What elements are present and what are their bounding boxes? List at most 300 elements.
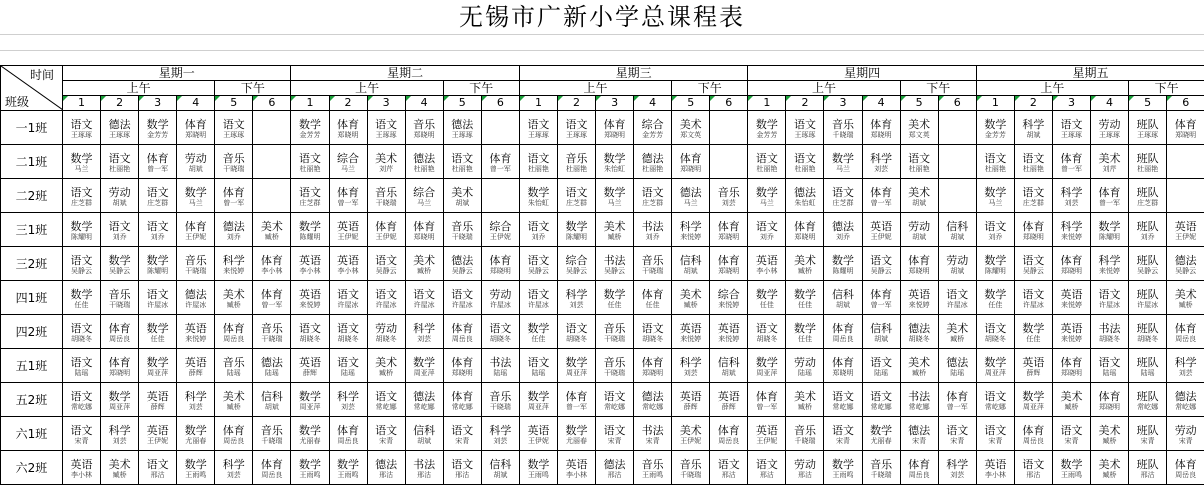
schedule-cell[interactable] — [557, 349, 595, 383]
schedule-cell[interactable] — [1091, 281, 1129, 315]
schedule-cell[interactable] — [443, 213, 481, 247]
schedule-cell[interactable] — [634, 247, 672, 281]
schedule-cell[interactable] — [1091, 451, 1129, 485]
schedule-cell[interactable] — [1052, 281, 1090, 315]
schedule-cell[interactable] — [367, 417, 405, 451]
schedule-cell[interactable] — [405, 179, 443, 213]
schedule-cell[interactable] — [786, 179, 824, 213]
schedule-cell[interactable] — [1052, 213, 1090, 247]
schedule-cell[interactable] — [405, 417, 443, 451]
schedule-cell[interactable] — [596, 281, 634, 315]
schedule-cell[interactable] — [938, 383, 976, 417]
schedule-cell[interactable] — [710, 111, 748, 145]
schedule-cell[interactable] — [1091, 383, 1129, 417]
schedule-cell[interactable] — [862, 383, 900, 417]
schedule-cell[interactable] — [672, 417, 710, 451]
schedule-cell[interactable] — [1091, 349, 1129, 383]
schedule-cell[interactable] — [596, 315, 634, 349]
schedule-cell[interactable] — [1167, 145, 1204, 179]
schedule-cell[interactable] — [177, 145, 215, 179]
schedule-cell[interactable] — [634, 281, 672, 315]
schedule-cell[interactable] — [672, 247, 710, 281]
schedule-cell[interactable] — [1167, 247, 1204, 281]
schedule-cell[interactable] — [519, 315, 557, 349]
schedule-cell[interactable] — [938, 111, 976, 145]
schedule-cell[interactable] — [1129, 281, 1167, 315]
schedule-cell[interactable] — [862, 451, 900, 485]
schedule-cell[interactable] — [519, 213, 557, 247]
schedule-cell[interactable] — [329, 111, 367, 145]
schedule-cell[interactable] — [291, 315, 329, 349]
schedule-cell[interactable] — [291, 145, 329, 179]
schedule-cell[interactable] — [1014, 145, 1052, 179]
schedule-cell[interactable] — [557, 417, 595, 451]
schedule-cell[interactable] — [329, 281, 367, 315]
schedule-cell[interactable] — [748, 349, 786, 383]
schedule-cell[interactable] — [557, 213, 595, 247]
schedule-cell[interactable] — [443, 315, 481, 349]
schedule-cell[interactable] — [976, 111, 1014, 145]
schedule-cell[interactable] — [405, 247, 443, 281]
schedule-cell[interactable] — [748, 417, 786, 451]
schedule-cell[interactable] — [443, 281, 481, 315]
schedule-cell[interactable] — [1052, 383, 1090, 417]
schedule-cell[interactable] — [291, 349, 329, 383]
schedule-cell[interactable] — [862, 179, 900, 213]
schedule-cell[interactable] — [557, 145, 595, 179]
schedule-cell[interactable] — [634, 111, 672, 145]
schedule-cell[interactable] — [824, 179, 862, 213]
schedule-cell[interactable] — [101, 145, 139, 179]
schedule-cell[interactable] — [215, 383, 253, 417]
schedule-cell[interactable] — [443, 383, 481, 417]
schedule-cell[interactable] — [63, 451, 101, 485]
schedule-cell[interactable] — [596, 247, 634, 281]
schedule-cell[interactable] — [481, 451, 519, 485]
schedule-cell[interactable] — [938, 349, 976, 383]
schedule-cell[interactable] — [101, 451, 139, 485]
schedule-cell[interactable] — [101, 281, 139, 315]
schedule-cell[interactable] — [862, 111, 900, 145]
schedule-cell[interactable] — [215, 145, 253, 179]
schedule-cell[interactable] — [481, 247, 519, 281]
schedule-cell[interactable] — [139, 281, 177, 315]
schedule-cell[interactable] — [1052, 315, 1090, 349]
schedule-cell[interactable] — [329, 179, 367, 213]
schedule-cell[interactable] — [1052, 451, 1090, 485]
schedule-cell[interactable] — [900, 383, 938, 417]
schedule-cell[interactable] — [672, 213, 710, 247]
schedule-cell[interactable] — [976, 213, 1014, 247]
schedule-cell[interactable] — [900, 315, 938, 349]
schedule-cell[interactable] — [672, 383, 710, 417]
schedule-cell[interactable] — [900, 213, 938, 247]
schedule-cell[interactable] — [1129, 451, 1167, 485]
schedule-cell[interactable] — [557, 179, 595, 213]
schedule-cell[interactable] — [938, 281, 976, 315]
schedule-cell[interactable] — [367, 247, 405, 281]
schedule-cell[interactable] — [329, 213, 367, 247]
schedule-cell[interactable] — [443, 451, 481, 485]
schedule-cell[interactable] — [481, 281, 519, 315]
schedule-cell[interactable] — [786, 145, 824, 179]
schedule-cell[interactable] — [710, 383, 748, 417]
schedule-cell[interactable] — [1167, 417, 1204, 451]
schedule-cell[interactable] — [443, 417, 481, 451]
schedule-cell[interactable] — [63, 315, 101, 349]
schedule-cell[interactable] — [1014, 213, 1052, 247]
schedule-cell[interactable] — [253, 213, 291, 247]
schedule-cell[interactable] — [291, 213, 329, 247]
schedule-cell[interactable] — [177, 247, 215, 281]
schedule-cell[interactable] — [862, 145, 900, 179]
schedule-cell[interactable] — [177, 451, 215, 485]
schedule-cell[interactable] — [596, 383, 634, 417]
schedule-cell[interactable] — [596, 451, 634, 485]
schedule-cell[interactable] — [1167, 451, 1204, 485]
schedule-cell[interactable] — [215, 179, 253, 213]
schedule-cell[interactable] — [938, 247, 976, 281]
schedule-cell[interactable] — [481, 383, 519, 417]
schedule-cell[interactable] — [748, 145, 786, 179]
schedule-cell[interactable] — [443, 247, 481, 281]
schedule-cell[interactable] — [1091, 179, 1129, 213]
schedule-cell[interactable] — [710, 315, 748, 349]
schedule-cell[interactable] — [101, 247, 139, 281]
schedule-cell[interactable] — [139, 247, 177, 281]
schedule-cell[interactable] — [1014, 247, 1052, 281]
schedule-cell[interactable] — [672, 349, 710, 383]
schedule-cell[interactable] — [253, 145, 291, 179]
schedule-cell[interactable] — [1052, 111, 1090, 145]
schedule-cell[interactable] — [1091, 247, 1129, 281]
schedule-cell[interactable] — [215, 417, 253, 451]
schedule-cell[interactable] — [405, 315, 443, 349]
schedule-cell[interactable] — [291, 111, 329, 145]
schedule-cell[interactable] — [900, 451, 938, 485]
schedule-cell[interactable] — [101, 315, 139, 349]
schedule-cell[interactable] — [63, 349, 101, 383]
schedule-cell[interactable] — [900, 145, 938, 179]
schedule-cell[interactable] — [367, 349, 405, 383]
schedule-cell[interactable] — [367, 315, 405, 349]
schedule-cell[interactable] — [101, 111, 139, 145]
schedule-cell[interactable] — [1014, 281, 1052, 315]
schedule-cell[interactable] — [253, 417, 291, 451]
schedule-cell[interactable] — [824, 451, 862, 485]
schedule-cell[interactable] — [1014, 383, 1052, 417]
schedule-cell[interactable] — [786, 451, 824, 485]
schedule-cell[interactable] — [634, 451, 672, 485]
schedule-cell[interactable] — [1014, 417, 1052, 451]
schedule-cell[interactable] — [481, 315, 519, 349]
schedule-cell[interactable] — [862, 281, 900, 315]
schedule-cell[interactable] — [405, 349, 443, 383]
schedule-cell[interactable] — [101, 417, 139, 451]
schedule-cell[interactable] — [1129, 247, 1167, 281]
schedule-cell[interactable] — [976, 383, 1014, 417]
schedule-cell[interactable] — [824, 383, 862, 417]
schedule-cell[interactable] — [177, 111, 215, 145]
schedule-cell[interactable] — [177, 315, 215, 349]
schedule-cell[interactable] — [900, 179, 938, 213]
schedule-cell[interactable] — [596, 145, 634, 179]
schedule-cell[interactable] — [481, 417, 519, 451]
schedule-cell[interactable] — [405, 451, 443, 485]
schedule-cell[interactable] — [519, 417, 557, 451]
schedule-cell[interactable] — [519, 281, 557, 315]
schedule-cell[interactable] — [139, 145, 177, 179]
schedule-cell[interactable] — [748, 179, 786, 213]
schedule-cell[interactable] — [748, 281, 786, 315]
schedule-cell[interactable] — [710, 145, 748, 179]
schedule-cell[interactable] — [557, 281, 595, 315]
schedule-cell[interactable] — [672, 111, 710, 145]
schedule-cell[interactable] — [938, 145, 976, 179]
schedule-cell[interactable] — [405, 213, 443, 247]
schedule-cell[interactable] — [63, 417, 101, 451]
schedule-cell[interactable] — [1167, 315, 1204, 349]
schedule-cell[interactable] — [177, 179, 215, 213]
schedule-cell[interactable] — [748, 247, 786, 281]
schedule-cell[interactable] — [672, 315, 710, 349]
schedule-cell[interactable] — [1052, 417, 1090, 451]
schedule-cell[interactable] — [481, 179, 519, 213]
schedule-cell[interactable] — [748, 315, 786, 349]
schedule-cell[interactable] — [177, 383, 215, 417]
schedule-cell[interactable] — [63, 383, 101, 417]
schedule-cell[interactable] — [519, 179, 557, 213]
schedule-cell[interactable] — [215, 349, 253, 383]
schedule-cell[interactable] — [367, 145, 405, 179]
schedule-cell[interactable] — [481, 349, 519, 383]
schedule-cell[interactable] — [596, 213, 634, 247]
schedule-cell[interactable] — [862, 213, 900, 247]
schedule-cell[interactable] — [596, 417, 634, 451]
schedule-cell[interactable] — [1167, 349, 1204, 383]
schedule-cell[interactable] — [139, 111, 177, 145]
schedule-cell[interactable] — [1129, 111, 1167, 145]
schedule-cell[interactable] — [900, 111, 938, 145]
schedule-cell[interactable] — [1129, 179, 1167, 213]
schedule-cell[interactable] — [1129, 417, 1167, 451]
schedule-cell[interactable] — [976, 179, 1014, 213]
schedule-cell[interactable] — [101, 383, 139, 417]
schedule-cell[interactable] — [329, 383, 367, 417]
schedule-cell[interactable] — [367, 383, 405, 417]
schedule-cell[interactable] — [519, 451, 557, 485]
schedule-cell[interactable] — [748, 111, 786, 145]
schedule-cell[interactable] — [748, 451, 786, 485]
schedule-cell[interactable] — [557, 247, 595, 281]
schedule-cell[interactable] — [672, 179, 710, 213]
schedule-cell[interactable] — [557, 315, 595, 349]
schedule-cell[interactable] — [1167, 213, 1204, 247]
schedule-cell[interactable] — [710, 213, 748, 247]
schedule-cell[interactable] — [1052, 247, 1090, 281]
schedule-cell[interactable] — [1091, 315, 1129, 349]
schedule-cell[interactable] — [139, 179, 177, 213]
schedule-cell[interactable] — [291, 417, 329, 451]
schedule-cell[interactable] — [253, 451, 291, 485]
schedule-cell[interactable] — [557, 451, 595, 485]
schedule-cell[interactable] — [291, 247, 329, 281]
schedule-cell[interactable] — [139, 451, 177, 485]
schedule-cell[interactable] — [367, 281, 405, 315]
schedule-cell[interactable] — [786, 213, 824, 247]
schedule-cell[interactable] — [938, 417, 976, 451]
schedule-cell[interactable] — [862, 417, 900, 451]
schedule-cell[interactable] — [367, 111, 405, 145]
schedule-cell[interactable] — [329, 349, 367, 383]
schedule-cell[interactable] — [976, 145, 1014, 179]
schedule-cell[interactable] — [634, 315, 672, 349]
schedule-cell[interactable] — [1129, 145, 1167, 179]
schedule-cell[interactable] — [938, 213, 976, 247]
schedule-cell[interactable] — [329, 145, 367, 179]
schedule-cell[interactable] — [1052, 145, 1090, 179]
schedule-cell[interactable] — [710, 247, 748, 281]
schedule-cell[interactable] — [900, 247, 938, 281]
schedule-cell[interactable] — [938, 451, 976, 485]
schedule-cell[interactable] — [63, 247, 101, 281]
schedule-cell[interactable] — [824, 247, 862, 281]
schedule-cell[interactable] — [786, 417, 824, 451]
schedule-cell[interactable] — [634, 179, 672, 213]
schedule-cell[interactable] — [976, 451, 1014, 485]
schedule-cell[interactable] — [443, 349, 481, 383]
schedule-cell[interactable] — [938, 179, 976, 213]
schedule-cell[interactable] — [672, 281, 710, 315]
schedule-cell[interactable] — [63, 213, 101, 247]
schedule-cell[interactable] — [139, 213, 177, 247]
schedule-cell[interactable] — [976, 315, 1014, 349]
schedule-cell[interactable] — [367, 451, 405, 485]
schedule-cell[interactable] — [900, 281, 938, 315]
schedule-cell[interactable] — [329, 247, 367, 281]
schedule-cell[interactable] — [748, 383, 786, 417]
schedule-cell[interactable] — [139, 417, 177, 451]
schedule-cell[interactable] — [938, 315, 976, 349]
schedule-cell[interactable] — [253, 111, 291, 145]
schedule-cell[interactable] — [405, 111, 443, 145]
schedule-cell[interactable] — [443, 179, 481, 213]
schedule-cell[interactable] — [367, 213, 405, 247]
schedule-cell[interactable] — [177, 281, 215, 315]
schedule-cell[interactable] — [215, 451, 253, 485]
schedule-cell[interactable] — [1129, 349, 1167, 383]
schedule-cell[interactable] — [519, 383, 557, 417]
schedule-cell[interactable] — [1091, 111, 1129, 145]
schedule-cell[interactable] — [786, 383, 824, 417]
schedule-cell[interactable] — [329, 451, 367, 485]
schedule-cell[interactable] — [405, 383, 443, 417]
schedule-cell[interactable] — [862, 247, 900, 281]
schedule-cell[interactable] — [253, 349, 291, 383]
schedule-cell[interactable] — [367, 179, 405, 213]
schedule-cell[interactable] — [824, 213, 862, 247]
schedule-cell[interactable] — [215, 315, 253, 349]
schedule-cell[interactable] — [1129, 213, 1167, 247]
schedule-cell[interactable] — [824, 145, 862, 179]
schedule-cell[interactable] — [177, 349, 215, 383]
schedule-cell[interactable] — [519, 349, 557, 383]
schedule-cell[interactable] — [824, 281, 862, 315]
schedule-cell[interactable] — [976, 281, 1014, 315]
schedule-cell[interactable] — [443, 111, 481, 145]
schedule-cell[interactable] — [824, 315, 862, 349]
schedule-cell[interactable] — [976, 349, 1014, 383]
schedule-cell[interactable] — [405, 281, 443, 315]
schedule-cell[interactable] — [634, 417, 672, 451]
schedule-cell[interactable] — [710, 281, 748, 315]
schedule-cell[interactable] — [900, 349, 938, 383]
schedule-cell[interactable] — [900, 417, 938, 451]
schedule-cell[interactable] — [862, 349, 900, 383]
schedule-cell[interactable] — [672, 451, 710, 485]
schedule-cell[interactable] — [1052, 179, 1090, 213]
schedule-cell[interactable] — [1091, 213, 1129, 247]
schedule-cell[interactable] — [786, 281, 824, 315]
schedule-cell[interactable] — [824, 349, 862, 383]
schedule-cell[interactable] — [101, 179, 139, 213]
schedule-cell[interactable] — [215, 281, 253, 315]
schedule-cell[interactable] — [481, 111, 519, 145]
schedule-cell[interactable] — [596, 349, 634, 383]
schedule-cell[interactable] — [824, 417, 862, 451]
schedule-cell[interactable] — [1091, 417, 1129, 451]
schedule-cell[interactable] — [596, 179, 634, 213]
schedule-cell[interactable] — [1014, 349, 1052, 383]
schedule-cell[interactable] — [634, 145, 672, 179]
schedule-cell[interactable] — [253, 281, 291, 315]
schedule-cell[interactable] — [786, 247, 824, 281]
schedule-cell[interactable] — [101, 349, 139, 383]
schedule-cell[interactable] — [786, 315, 824, 349]
schedule-cell[interactable] — [253, 315, 291, 349]
schedule-cell[interactable] — [1052, 349, 1090, 383]
schedule-cell[interactable] — [443, 145, 481, 179]
schedule-cell[interactable] — [672, 145, 710, 179]
schedule-cell[interactable] — [63, 145, 101, 179]
schedule-cell[interactable] — [1014, 315, 1052, 349]
schedule-cell[interactable] — [1014, 179, 1052, 213]
schedule-cell[interactable] — [253, 247, 291, 281]
schedule-cell[interactable] — [139, 383, 177, 417]
schedule-cell[interactable] — [1167, 179, 1204, 213]
schedule-cell[interactable] — [1091, 145, 1129, 179]
schedule-cell[interactable] — [557, 111, 595, 145]
schedule-cell[interactable] — [1167, 281, 1204, 315]
schedule-cell[interactable] — [177, 417, 215, 451]
schedule-cell[interactable] — [976, 247, 1014, 281]
schedule-cell[interactable] — [291, 451, 329, 485]
schedule-cell[interactable] — [291, 179, 329, 213]
schedule-cell[interactable] — [291, 383, 329, 417]
schedule-cell[interactable] — [824, 111, 862, 145]
schedule-cell[interactable] — [139, 349, 177, 383]
schedule-cell[interactable] — [101, 213, 139, 247]
schedule-cell[interactable] — [710, 179, 748, 213]
schedule-cell[interactable] — [63, 179, 101, 213]
schedule-cell[interactable] — [710, 349, 748, 383]
schedule-cell[interactable] — [253, 179, 291, 213]
schedule-cell[interactable] — [1129, 315, 1167, 349]
schedule-cell[interactable] — [481, 213, 519, 247]
schedule-cell[interactable] — [1167, 111, 1204, 145]
schedule-cell[interactable] — [1167, 383, 1204, 417]
schedule-cell[interactable] — [710, 451, 748, 485]
